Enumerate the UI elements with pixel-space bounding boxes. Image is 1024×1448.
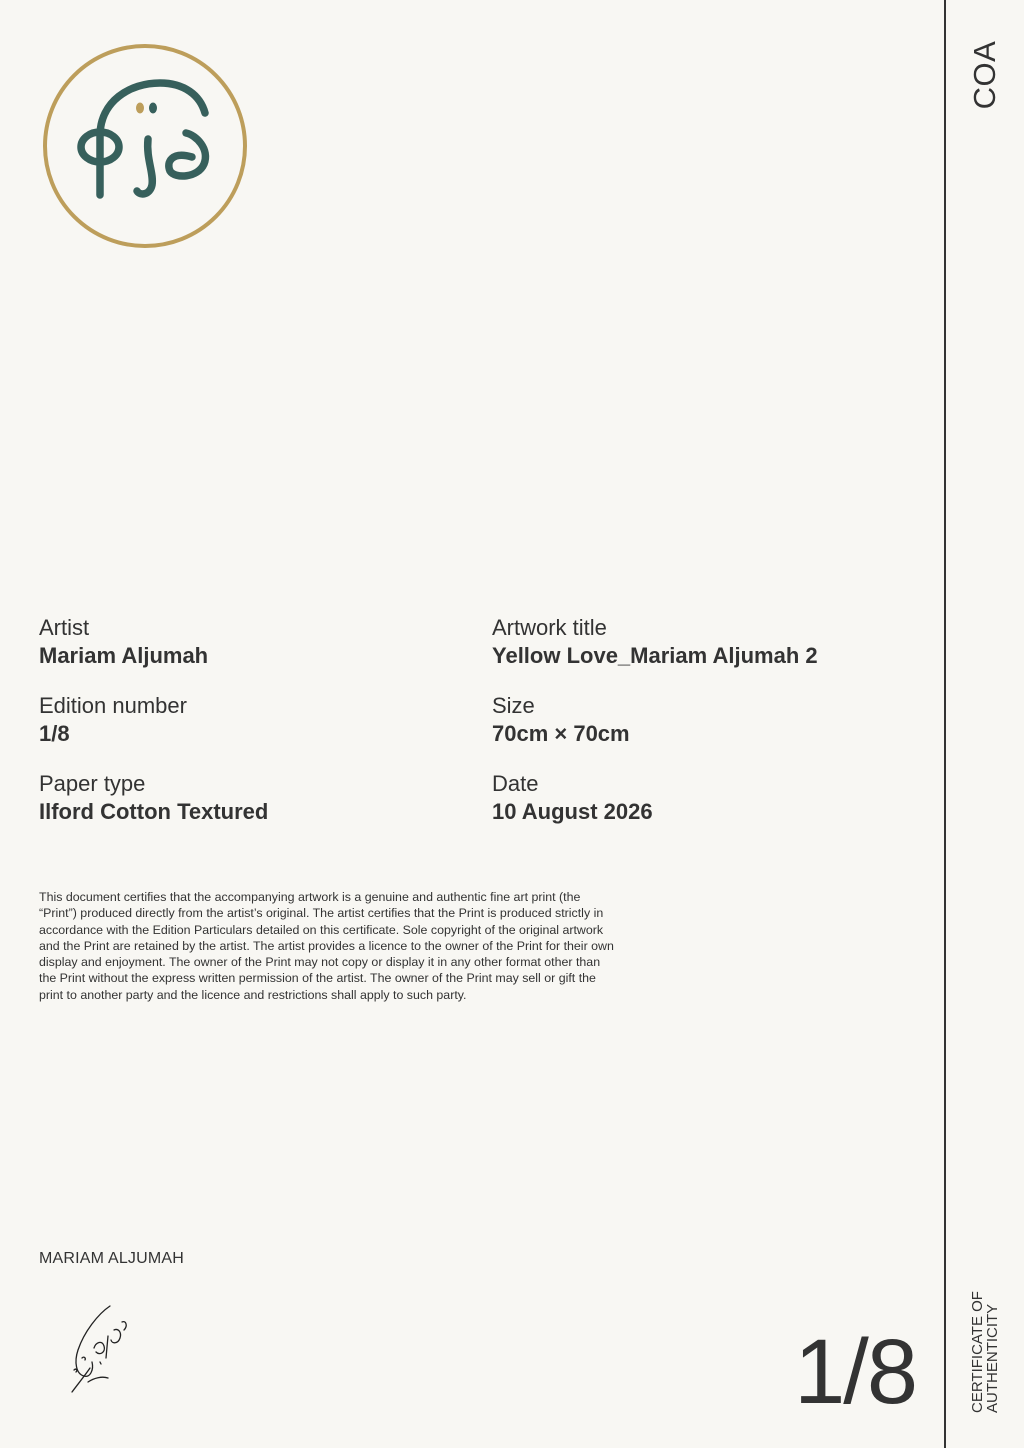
- monogram-logo-icon: [42, 43, 248, 249]
- size-value: 70cm × 70cm: [492, 721, 630, 746]
- certificate-line-1: CERTIFICATE OF: [969, 1291, 986, 1413]
- date-label: Date: [492, 771, 539, 796]
- paper-type-label: Paper type: [39, 771, 146, 796]
- artist-value: Mariam Aljumah: [39, 643, 209, 668]
- size-label: Size: [492, 693, 535, 718]
- edition-number-field: [39, 692, 187, 748]
- paper-type-value: Ilford Cotton Textured: [39, 799, 269, 824]
- artwork-title-field: [492, 614, 818, 670]
- artist-field: [39, 614, 208, 670]
- sidebar-divider: [944, 0, 946, 1448]
- artwork-title-label: Artwork title: [492, 615, 607, 640]
- coa-label: COA: [967, 40, 1002, 110]
- edition-number-label: Edition number: [39, 693, 187, 718]
- date-field: [492, 770, 653, 826]
- paper-type-field: [39, 770, 268, 826]
- certificate-line-2: AUTHENTICITY: [984, 1303, 1001, 1413]
- edition-number-display: 1/8: [794, 1321, 916, 1423]
- artist-label: Artist: [39, 615, 90, 640]
- signatory-name: MARIAM ALJUMAH: [39, 1250, 185, 1267]
- artwork-title-value: Yellow Love_Mariam Aljumah 2: [492, 643, 818, 668]
- size-field: [492, 692, 630, 748]
- certification-text: This document certifies that the accompanying artwork is a genuine and authentic fine art print (the “Print”) produced directly from the artist’s original. The artist certifies that the Print is produced strictly in accordance with the Edition Particulars detailed on this certificate. Sole copyright of the original artwork and the Print are retained by the artist. The artist provides a licence to the owner of the Print for their own display and enjoyment. The owner of the Print may not copy or display it in any other format other than the Print without the express written permission of the artist. The owner of the Print may sell or gift the print to another party and the licence and restrictions shall apply to such party.: [39, 890, 614, 1002]
- certificate-of-authenticity-label: [970, 1291, 1000, 1413]
- handwritten-signature-icon: [64, 1300, 136, 1398]
- date-value: 10 August 2026: [492, 799, 653, 824]
- edition-number-value: 1/8: [39, 721, 70, 746]
